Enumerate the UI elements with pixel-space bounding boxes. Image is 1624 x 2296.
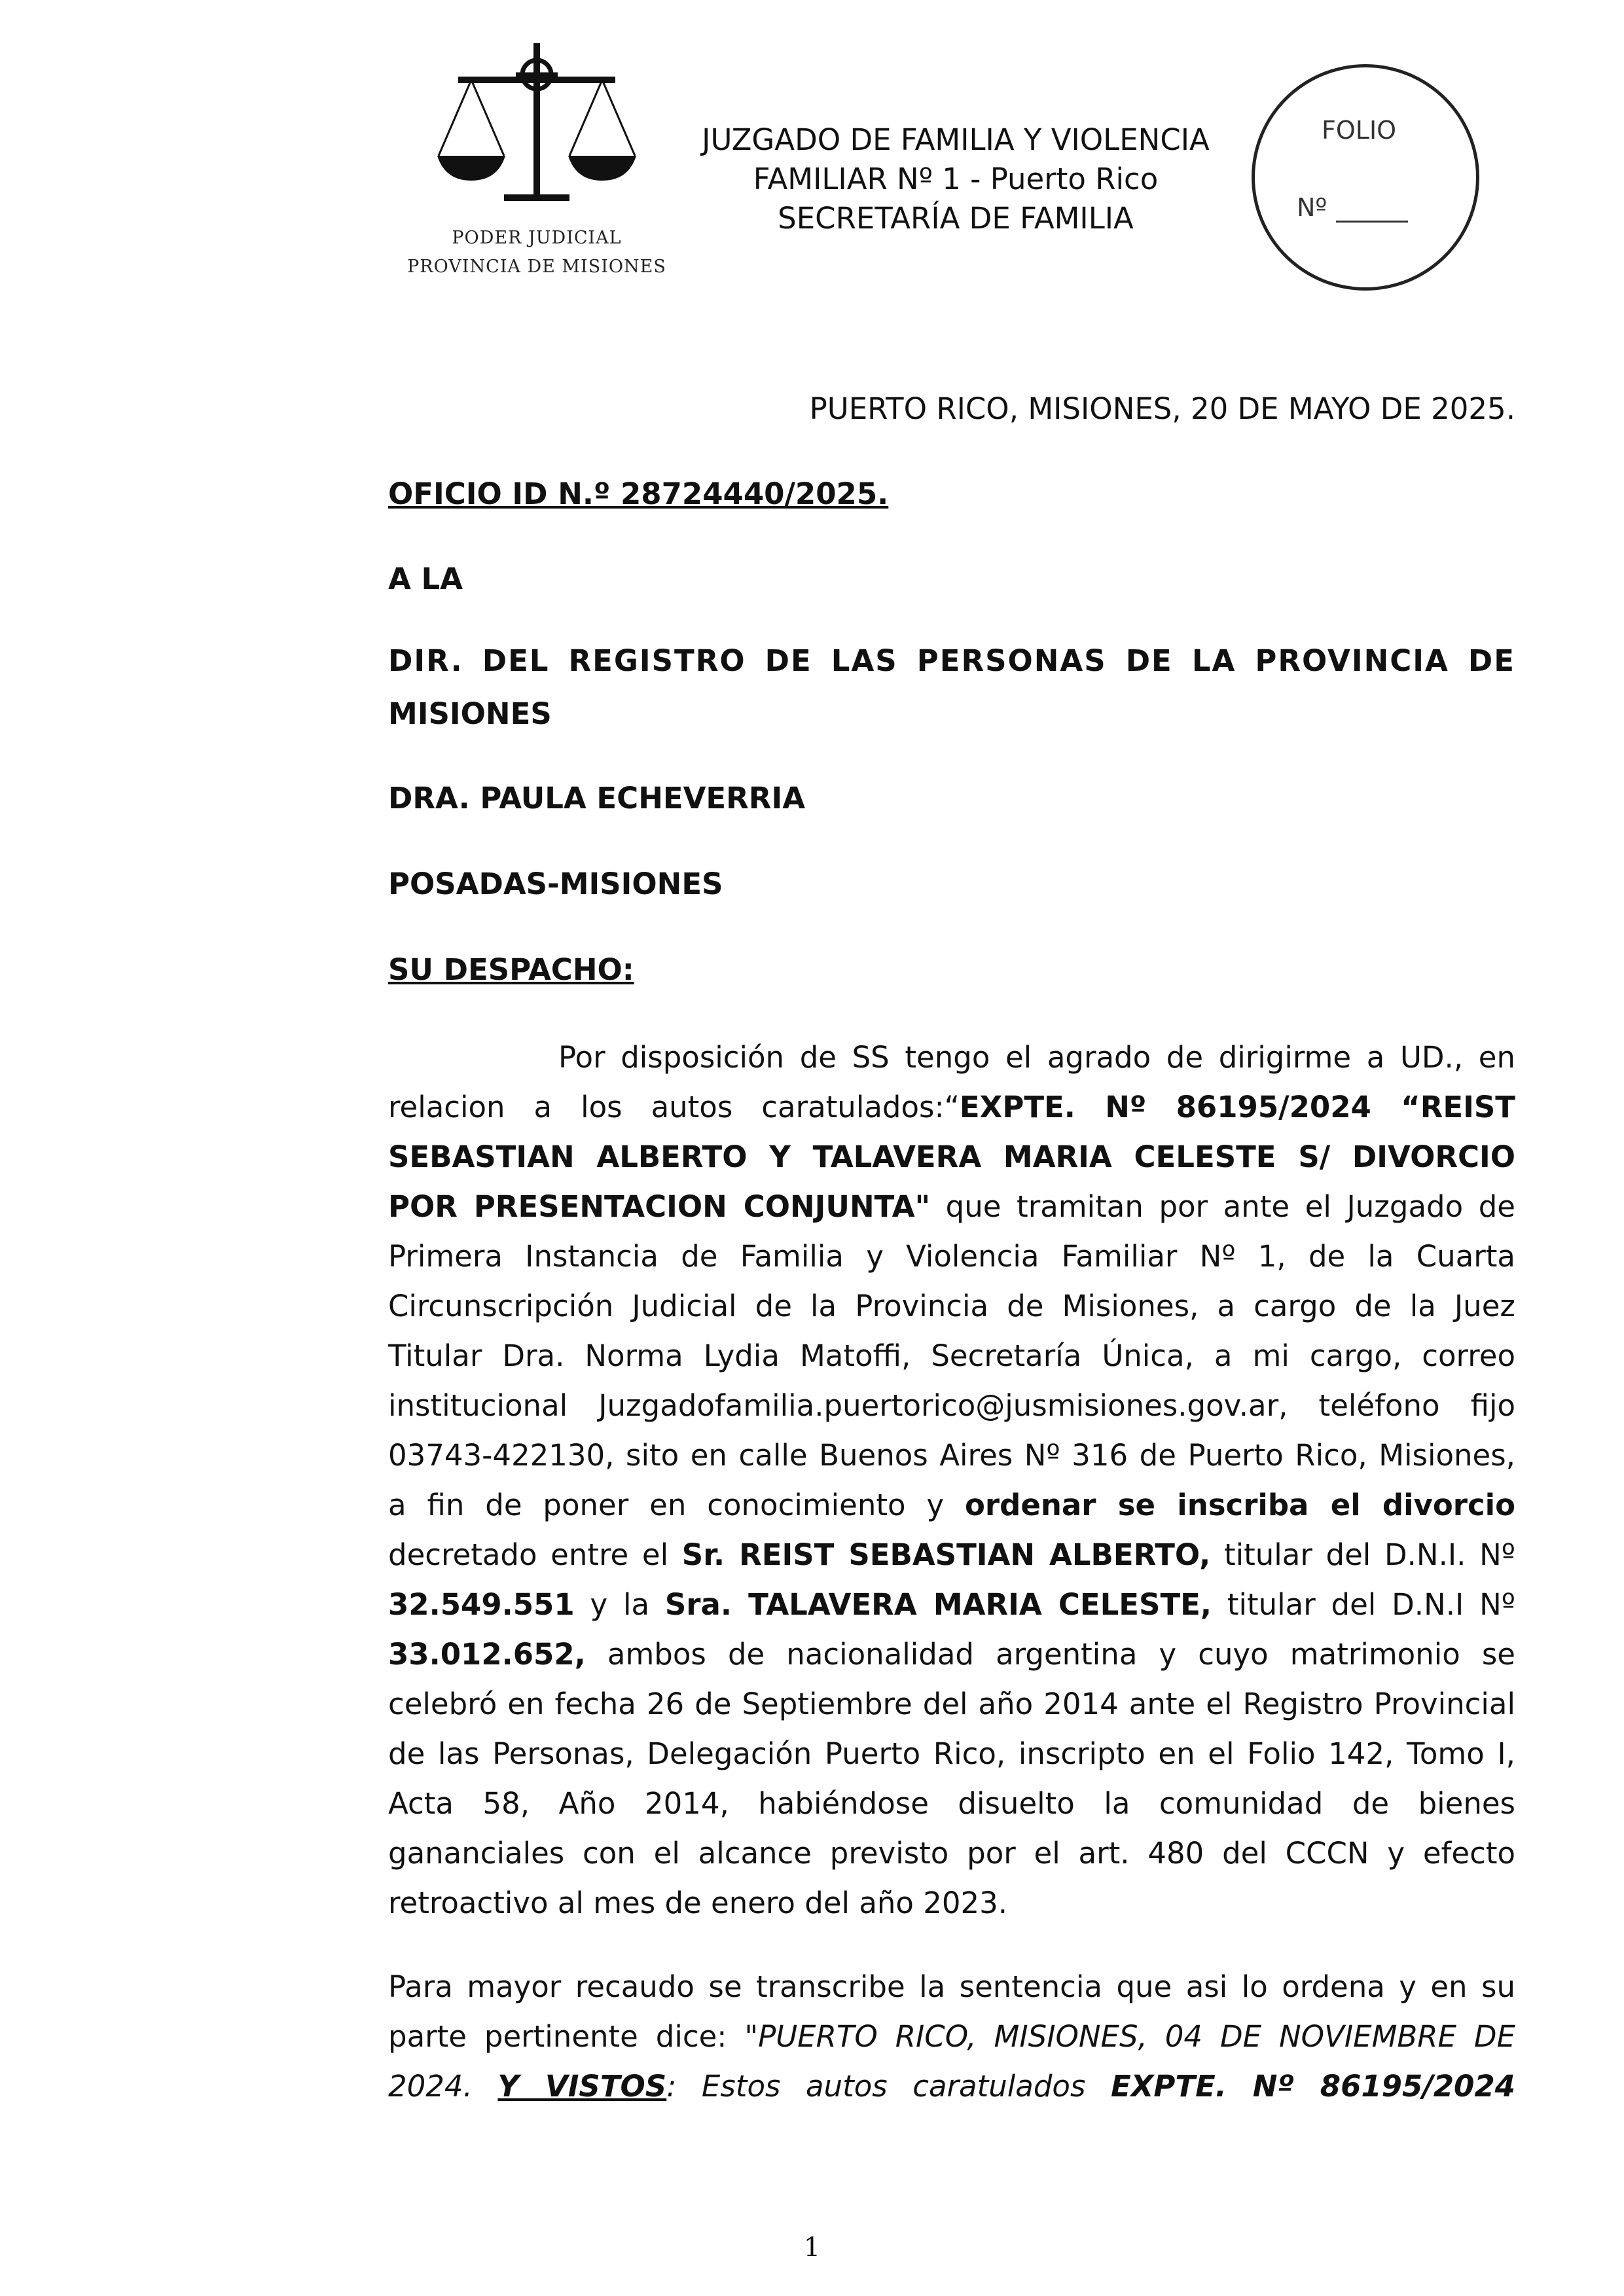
p1-line [388, 1580, 1515, 1630]
p1-line: celebró en fecha 26 de Septiembre del año 2014 ante el Registro Provincial [388, 1687, 1515, 1721]
p1-line: institucional Juzgadofamilia.puertorico@jusmisiones.gov.ar, teléfono fijo [388, 1388, 1515, 1423]
directorate-line1: DIR. DEL REGISTRO DE LAS PERSONAS DE LA PROVINCIA DE [388, 643, 1515, 678]
p1-text: ambos de nacionalidad argentina y cuyo matrimonio se [585, 1637, 1515, 1672]
p1-line [388, 1182, 1515, 1232]
folio-stamp [1252, 64, 1479, 291]
folio-number-label: Nº [1297, 193, 1327, 222]
p2-quote-date: PUERTO RICO, MISIONES, 04 DE NOVIEMBRE DE [758, 2019, 1515, 2054]
court-line1: JUZGADO DE FAMILIA Y VIOLENCIA [702, 122, 1210, 157]
logo-line1: PODER JUDICIAL [452, 228, 622, 248]
p1-expte: EXPTE. Nº 86195/2024 “REIST [959, 1090, 1515, 1124]
folio-label: FOLIO [1322, 116, 1397, 145]
p1-line [388, 1530, 1515, 1580]
oficio-id: OFICIO ID N.º 28724440/2025. [388, 476, 889, 511]
p2-quote-year: 2024. [388, 2069, 498, 2104]
court-line2: FAMILIAR Nº 1 - Puerto Rico [753, 162, 1159, 196]
p2-line: Para mayor recaudo se transcribe la sentencia que asi lo ordena y en su [388, 1969, 1515, 2004]
recipient-location: POSADAS-MISIONES [388, 867, 723, 901]
p1-line: retroactivo al mes de enero del año 2023. [388, 1886, 1008, 1920]
p1-line [388, 1083, 1515, 1132]
p1-line: Acta 58, Año 2014, habiéndose disuelto la comunidad de bienes [388, 1786, 1515, 1821]
p1-husband: Sr. REIST SEBASTIAN ALBERTO, [681, 1537, 1211, 1572]
p2-expte: EXPTE. Nº 86195/2024 [1110, 2069, 1515, 2104]
scales-of-justice-icon [432, 41, 641, 217]
p1-line: Circunscripción Judicial de la Provincia de Misiones, a cargo de la Juez [388, 1289, 1515, 1323]
p2-text: parte pertinente dice: " [388, 2019, 759, 2054]
p1-order: ordenar se inscriba el divorcio [965, 1488, 1516, 1522]
p1-line [388, 1480, 1515, 1530]
p2-quote-text: : Estos autos caratulados [666, 2069, 1111, 2104]
p1-text: que tramitan por ante el Juzgado de [930, 1189, 1515, 1224]
p1-line: Primera Instancia de Familia y Violencia Familiar Nº 1, de la Cuarta [388, 1239, 1515, 1274]
paragraph-2 [388, 1962, 1515, 2111]
recipient-name: DRA. PAULA ECHEVERRIA [388, 781, 806, 816]
p2-line [388, 2012, 1515, 2062]
paragraph-1 [388, 1033, 1515, 1928]
court-line3: SECRETARÍA DE FAMILIA [778, 201, 1134, 236]
recipient-directorate [388, 636, 1515, 686]
document-date: PUERTO RICO, MISIONES, 20 DE MAYO DE 2025. [809, 391, 1515, 426]
p1-text: relacion a los autos caratulados:“ [388, 1090, 960, 1124]
p1-dni-husband: 32.549.551 [388, 1587, 575, 1622]
logo-line2: PROVINCIA DE MISIONES [407, 257, 666, 277]
p1-line: de las Personas, Delegación Puerto Rico, inscripto en el Folio 142, Tomo I, [388, 1736, 1515, 1771]
p1-text: y la [574, 1587, 665, 1622]
p1-text: titular del D.N.I Nº [1212, 1587, 1516, 1622]
p1-line: SEBASTIAN ALBERTO Y TALAVERA MARIA CELESTE S/ DIVORCIO [388, 1139, 1515, 1174]
folio-number-line [1336, 221, 1408, 223]
p1-text: decretado entre el [388, 1537, 682, 1572]
su-despacho: SU DESPACHO: [388, 952, 634, 987]
p1-text: titular del D.N.I. Nº [1210, 1537, 1515, 1572]
recipient-a-la: A LA [388, 562, 463, 596]
p2-y-vistos: Y VISTOS [497, 2069, 667, 2104]
p1-case-title-end: POR PRESENTACION CONJUNTA" [388, 1189, 931, 1224]
p2-line [388, 2062, 1515, 2111]
directorate-line2: MISIONES [388, 696, 552, 731]
p1-line: Por disposición de SS tengo el agrado de dirigirme a UD., en [558, 1040, 1515, 1075]
p1-text: a fin de poner en conocimiento y [388, 1488, 965, 1522]
p1-line: 03743-422130, sito en calle Buenos Aires Nº 316 de Puerto Rico, Misiones, [388, 1438, 1515, 1473]
p1-wife: Sra. TALAVERA MARIA CELESTE, [664, 1587, 1212, 1622]
p1-dni-wife: 33.012.652, [388, 1637, 586, 1672]
court-logo [399, 41, 674, 289]
p1-line [388, 1630, 1515, 1679]
page-number: 1 [803, 2233, 821, 2263]
p1-line: Titular Dra. Norma Lydia Matoffi, Secretaría Única, a mi cargo, correo [388, 1338, 1515, 1373]
court-header [681, 120, 1231, 238]
p1-line: gananciales con el alcance previsto por el art. 480 del CCCN y efecto [388, 1836, 1515, 1871]
